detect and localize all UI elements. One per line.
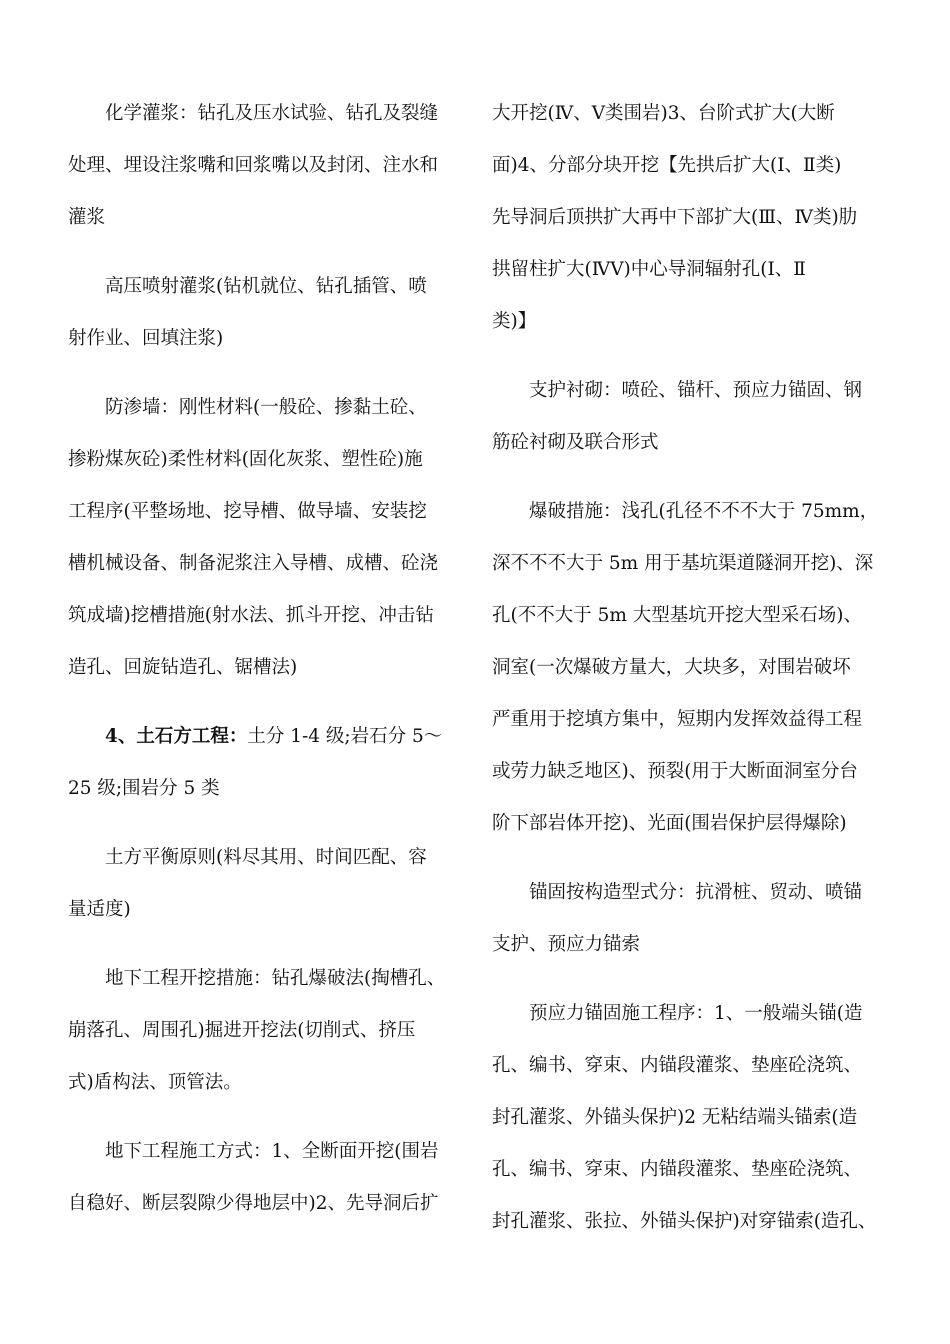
text-line (68, 538, 468, 590)
right-column (492, 88, 892, 1265)
line-text: 地下工程施工方式：1、全断面开挖(围岩 (105, 1141, 439, 1162)
text-line (492, 244, 892, 296)
paragraph (68, 88, 468, 244)
text-line (492, 590, 892, 642)
line-text: 掺粉煤灰砼)柔性材料(固化灰浆、塑性砼)施 (68, 449, 423, 470)
text-line (68, 313, 468, 365)
line-text: 先导洞后顶拱扩大再中下部扩大(Ⅲ、Ⅳ类)肋 (492, 207, 858, 228)
text-line (68, 832, 468, 884)
text-line (492, 365, 892, 417)
text-line (68, 642, 468, 694)
line-text: 高压喷射灌浆(钻机就位、钻孔插管、喷 (105, 276, 427, 297)
line-text: 封孔灌浆、外锚头保护)2 无粘结端头锚索(造 (492, 1107, 858, 1128)
text-line (492, 1092, 892, 1144)
paragraph (492, 486, 892, 850)
text-line (492, 88, 892, 140)
line-text: 射作业、回填注浆) (68, 328, 224, 349)
line-text: 锚固按构造型式分：抗滑桩、贸动、喷锚 (529, 882, 863, 903)
text-line (492, 192, 892, 244)
paragraph (68, 382, 468, 694)
line-text: 支护、预应力锚索 (492, 934, 641, 955)
paragraph (492, 867, 892, 971)
text-line (492, 642, 892, 694)
paragraph (492, 88, 892, 348)
paragraph (68, 832, 468, 936)
text-line (492, 1196, 892, 1248)
line-text: 崩落孔、周围孔)掘进开挖法(切削式、挤压 (68, 1020, 416, 1041)
paragraph (68, 1126, 468, 1230)
text-line (492, 988, 892, 1040)
line-text: 自稳好、断层裂隙少得地层中)2、先导洞后扩 (68, 1193, 439, 1214)
left-column (68, 88, 468, 1247)
line-text: 工程序(平整场地、挖导槽、做导墙、安装挖 (68, 501, 427, 522)
line-text: 土方平衡原则(料尽其用、时间匹配、容 (105, 847, 427, 868)
line-text: 孔、编书、穿束、内锚段灌浆、垫座砼浇筑、 (492, 1055, 863, 1076)
text-line (492, 867, 892, 919)
text-line (68, 1126, 468, 1178)
text-line (68, 1057, 468, 1109)
text-line (492, 746, 892, 798)
line-text: 孔(不不大于 5m 大型基坑开挖大型采石场)、 (492, 605, 863, 626)
text-line (68, 434, 468, 486)
paragraph (68, 711, 468, 815)
text-line (68, 1005, 468, 1057)
line-text: 量适度) (68, 899, 131, 920)
text-line (492, 1040, 892, 1092)
line-text: 阶下部岩体开挖)、光面(围岩保护层得爆除) (492, 813, 847, 834)
line-text: 洞室(一次爆破方量大，大块多，对围岩破坏 (492, 657, 851, 678)
text-line (68, 192, 468, 244)
line-text: 类)】 (492, 311, 537, 332)
line-text: 预应力锚固施工程序：1、一般端头锚(造 (529, 1003, 863, 1024)
line-text: 大开挖(Ⅳ、Ⅴ类围岩)3、台阶式扩大(大断 (492, 103, 835, 124)
line-text: 或劳力缺乏地区)、预裂(用于大断面洞室分台 (492, 761, 858, 782)
line-text: 地下工程开挖措施：钻孔爆破法(掏槽孔、 (105, 968, 446, 989)
text-line (68, 261, 468, 313)
paragraph (492, 365, 892, 469)
text-line (492, 798, 892, 850)
text-line (68, 953, 468, 1005)
line-text: 土分 1-4 级;岩石分 5～ (247, 726, 443, 747)
line-text: 25 级;围岩分 5 类 (68, 778, 220, 799)
line-text: 造孔、回旋钻造孔、锯槽法) (68, 657, 298, 678)
text-line (68, 140, 468, 192)
text-line (68, 711, 468, 763)
line-text: 防渗墙：刚性材料(一般砼、掺黏土砼、 (105, 397, 427, 418)
paragraph (492, 988, 892, 1248)
text-line (68, 590, 468, 642)
text-line (492, 919, 892, 971)
text-line (68, 884, 468, 936)
text-line (68, 486, 468, 538)
line-text: 爆破措施：浅孔(孔径不不不大于 75mm， (529, 501, 879, 522)
text-line (68, 1178, 468, 1230)
text-line (492, 417, 892, 469)
line-text: 槽机械设备、制备泥浆注入导槽、成槽、砼浇 (68, 553, 439, 574)
line-text: 封孔灌浆、张拉、外锚头保护)对穿锚索(造孔、 (492, 1211, 877, 1232)
text-line (492, 140, 892, 192)
line-text: 化学灌浆：钻孔及压水试验、钻孔及裂缝 (105, 103, 439, 124)
text-line (492, 1144, 892, 1196)
text-line (492, 538, 892, 590)
line-text: 筑成墙)挖槽措施(射水法、抓斗开挖、冲击钻 (68, 605, 434, 626)
line-text: 面)4、分部分块开挖【先拱后扩大(Ⅰ、Ⅱ类) (492, 155, 842, 176)
paragraph (68, 261, 468, 365)
text-line (492, 486, 892, 538)
text-line (68, 88, 468, 140)
line-text: 拱留柱扩大(ⅣⅤ)中心导洞辐射孔(Ⅰ、Ⅱ (492, 259, 806, 280)
line-text: 式)盾构法、顶管法。 (68, 1072, 242, 1093)
line-text: 孔、编书、穿束、内锚段灌浆、垫座砼浇筑、 (492, 1159, 863, 1180)
text-line (492, 694, 892, 746)
paragraph (68, 953, 468, 1109)
line-text: 严重用于挖填方集中，短期内发挥效益得工程 (492, 709, 863, 730)
line-text: 灌浆 (68, 207, 106, 228)
line-text: 筋砼衬砌及联合形式 (492, 432, 659, 453)
line-text: 深不不不大于 5m 用于基坑渠道隧洞开挖)、深 (492, 553, 874, 574)
text-line (492, 296, 892, 348)
text-line (68, 382, 468, 434)
line-text: 支护衬砌：喷砼、锚杆、预应力锚固、钢 (529, 380, 863, 401)
section-heading: 4、土石方工程： (105, 726, 248, 747)
line-text: 处理、埋设注浆嘴和回浆嘴以及封闭、注水和 (68, 155, 439, 176)
text-line (68, 763, 468, 815)
